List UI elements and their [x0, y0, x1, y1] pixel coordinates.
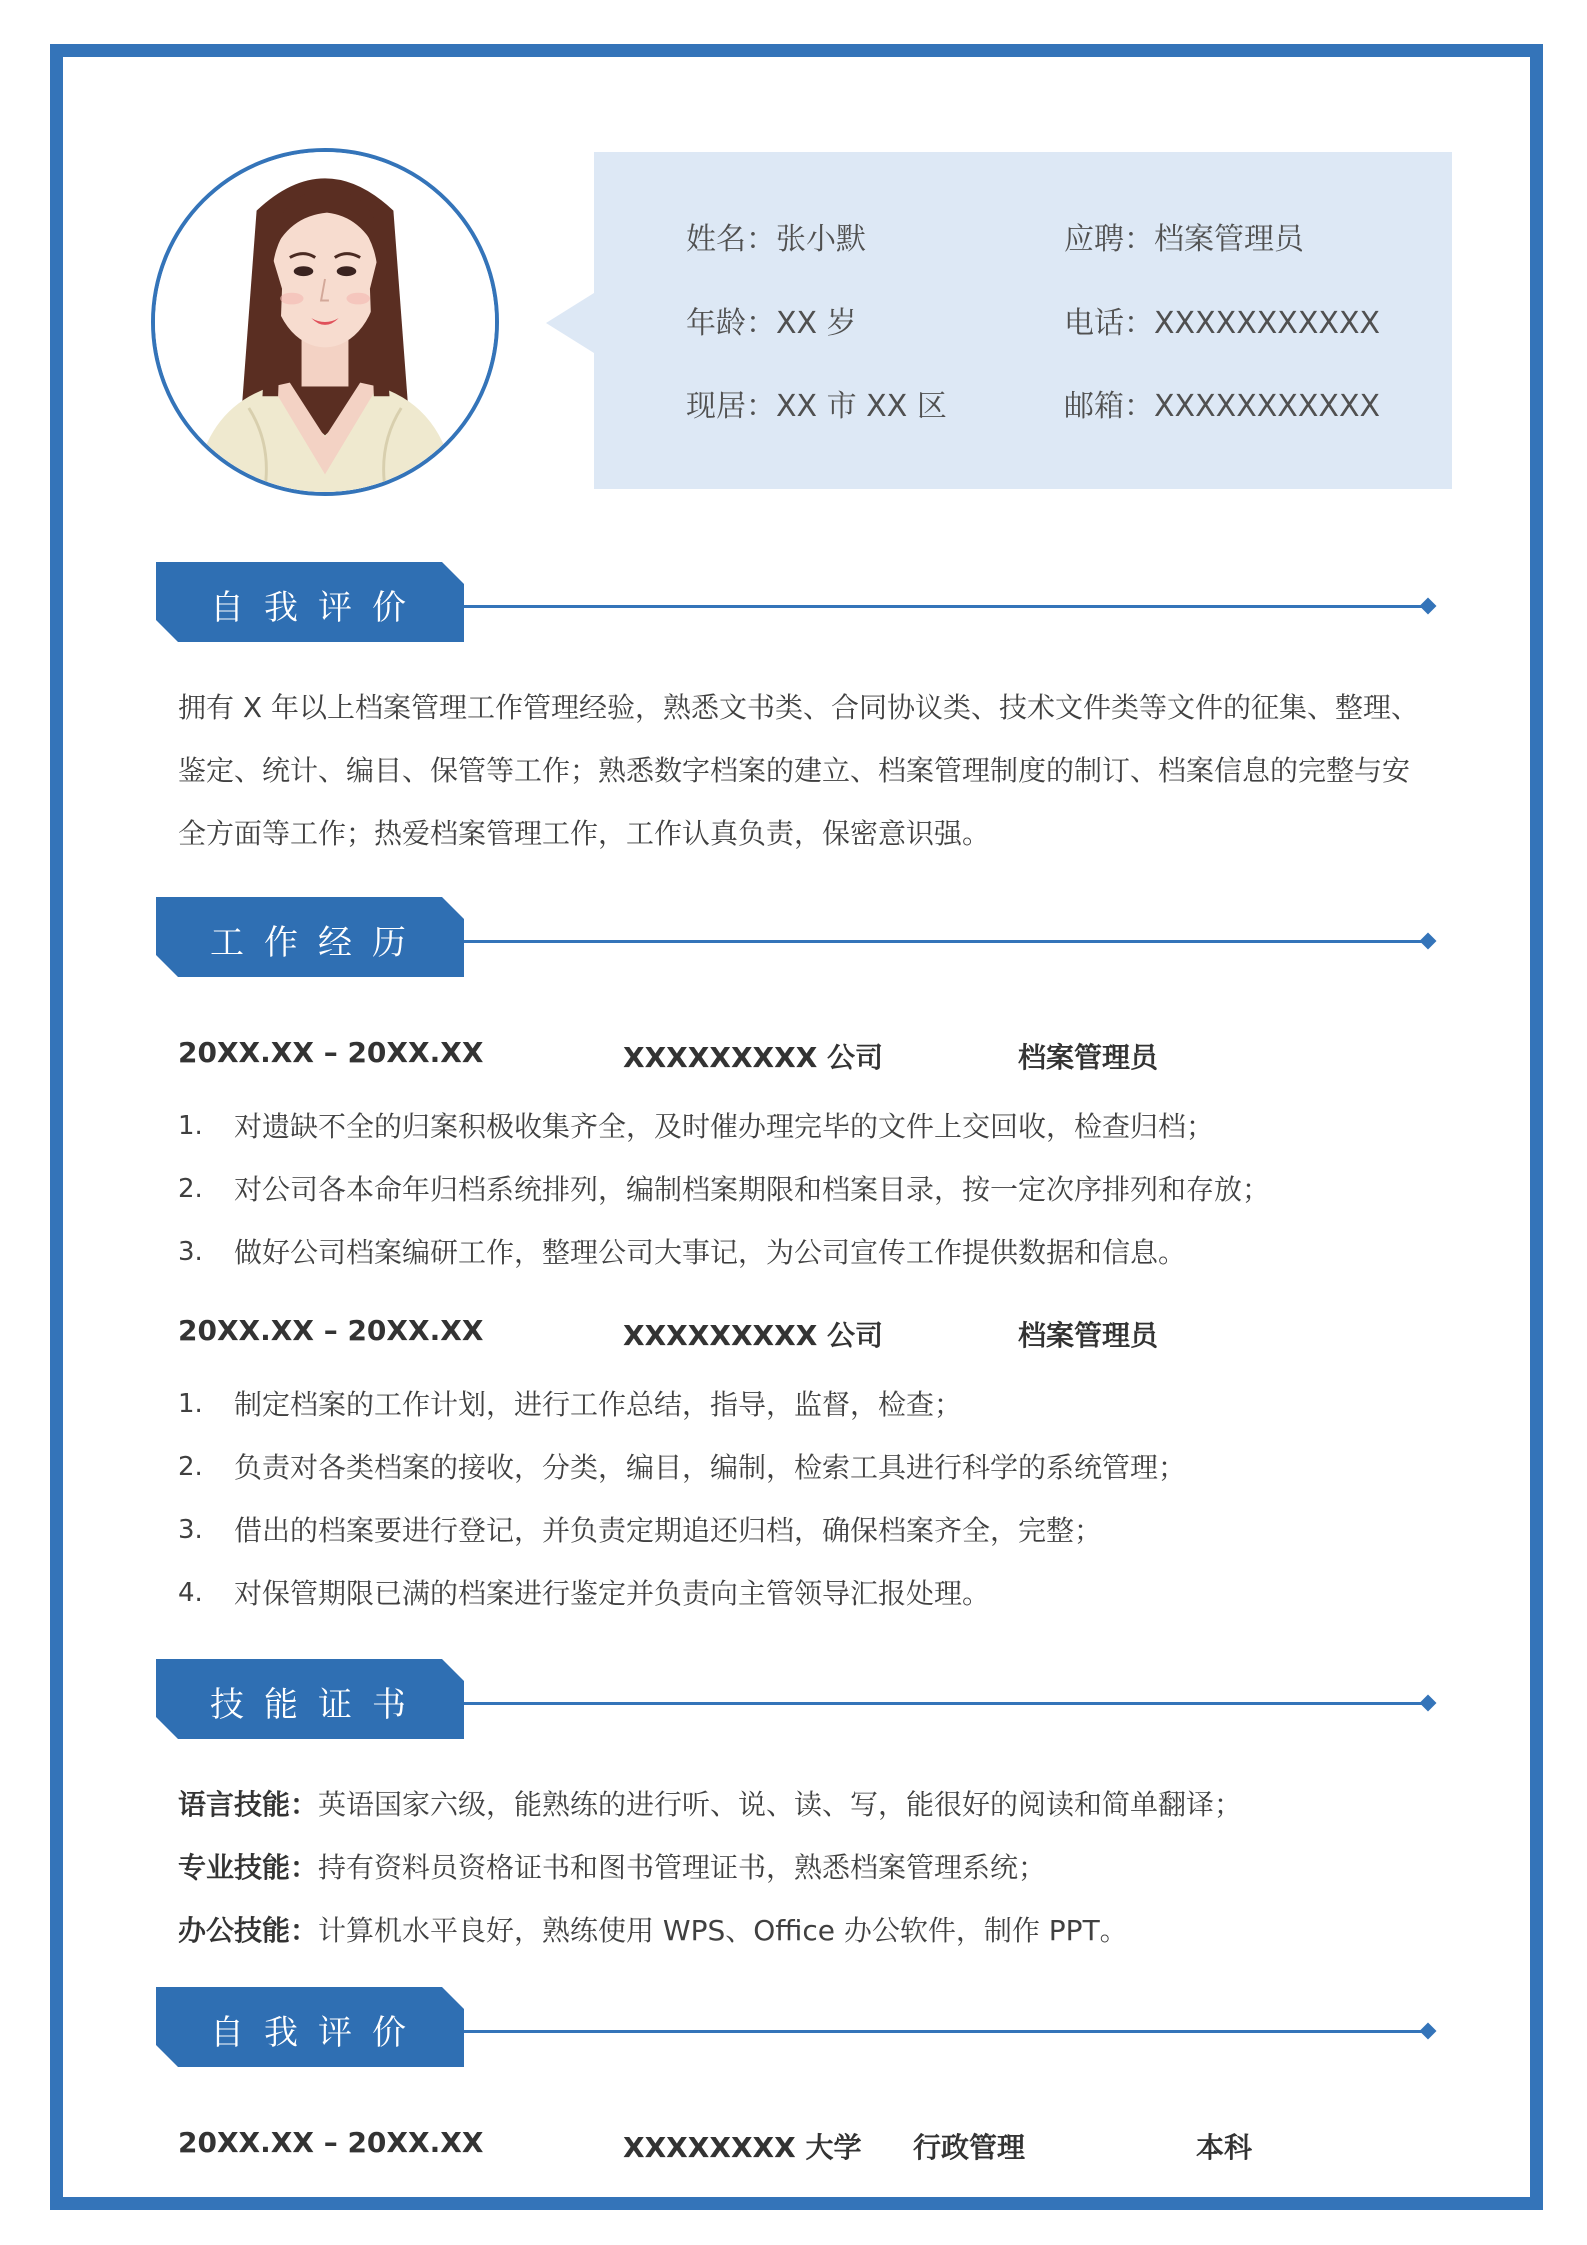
divider-diamond	[1420, 933, 1437, 950]
job-company: XXXXXXXXX 公司	[623, 1041, 884, 1074]
section-header-self-eval	[156, 562, 1436, 642]
job-period: 20XX.XX – 20XX.XX	[178, 1314, 484, 1347]
section-divider	[464, 605, 1430, 608]
item-number: 2.	[178, 1174, 203, 1204]
skill-label: 专业技能：	[178, 1851, 319, 1884]
list-item	[178, 1562, 1428, 1625]
skill-professional	[178, 1848, 1428, 1888]
skill-text: 持有资料员资格证书和图书管理证书，熟悉档案管理系统；	[318, 1851, 1047, 1884]
tab-corner	[442, 1987, 464, 2009]
item-number: 4.	[178, 1578, 203, 1608]
phone-field: 电话：XXXXXXXXXXX	[1064, 306, 1381, 341]
item-text: 制定档案的工作计划，进行工作总结，指导，监督，检查；	[234, 1388, 963, 1421]
skill-label: 语言技能：	[178, 1788, 319, 1821]
job-header	[178, 1036, 1428, 1076]
skill-text: 计算机水平良好，熟练使用 WPS、Office 办公软件，制作 PPT。	[318, 1914, 1128, 1947]
tab-corner	[442, 897, 464, 919]
job-duties-list	[178, 1373, 1428, 1625]
divider-diamond	[1420, 2023, 1437, 2040]
job-header	[178, 1314, 1428, 1354]
residence-field: 现居：XX 市 XX 区	[686, 389, 947, 424]
section-tab	[156, 897, 464, 977]
tab-corner	[156, 620, 178, 642]
section-tab	[156, 562, 464, 642]
skill-text: 英语国家六级，能熟练的进行听、说、读、写，能很好的阅读和简单翻译；	[318, 1788, 1243, 1821]
item-text: 对遗缺不全的归案积极收集齐全，及时催办理完毕的文件上交回收，检查归档；	[234, 1110, 1215, 1143]
item-text: 对公司各本命年归档系统排列，编制档案期限和档案目录，按一定次序排列和存放；	[234, 1173, 1271, 1206]
job-role: 档案管理员	[1018, 1319, 1159, 1352]
section-header-education	[156, 1987, 1436, 2067]
section-title: 自我评价	[210, 588, 426, 628]
list-item	[178, 1095, 1428, 1158]
item-number: 3.	[178, 1237, 203, 1267]
section-divider	[464, 1702, 1430, 1705]
list-item	[178, 1436, 1428, 1499]
section-title: 自我评价	[210, 2013, 426, 2053]
tab-corner	[156, 955, 178, 977]
portrait-illustration	[155, 152, 495, 492]
section-divider	[464, 2030, 1430, 2033]
edu-major: 行政管理	[913, 2131, 1026, 2164]
section-title: 技能证书	[210, 1685, 426, 1725]
tab-corner	[156, 1717, 178, 1739]
list-item	[178, 1499, 1428, 1562]
job-duties-list	[178, 1095, 1428, 1284]
edu-degree: 本科	[1196, 2131, 1253, 2164]
section-title: 工作经历	[210, 923, 426, 963]
divider-diamond	[1420, 598, 1437, 615]
tab-corner	[156, 2045, 178, 2067]
section-divider	[464, 940, 1430, 943]
job-period: 20XX.XX – 20XX.XX	[178, 1036, 484, 1069]
position-field: 应聘：档案管理员	[1064, 222, 1304, 257]
item-text: 负责对各类档案的接收，分类，编目，编制，检索工具进行科学的系统管理；	[234, 1451, 1187, 1484]
section-tab	[156, 1659, 464, 1739]
name-field: 姓名：张小默	[686, 222, 866, 257]
list-item	[178, 1373, 1428, 1436]
edu-school: XXXXXXXX 大学	[623, 2131, 862, 2164]
skill-office	[178, 1911, 1428, 1951]
item-number: 2.	[178, 1452, 203, 1482]
section-header-work	[156, 897, 1436, 977]
list-item	[178, 1221, 1428, 1284]
job-role: 档案管理员	[1018, 1041, 1159, 1074]
item-number: 3.	[178, 1515, 203, 1545]
item-text: 对保管期限已满的档案进行鉴定并负责向主管领导汇报处理。	[234, 1577, 991, 1610]
self-eval-text: 拥有 X 年以上档案管理工作管理经验，熟悉文书类、合同协议类、技术文件类等文件的征集、整理、鉴定、统计、编目、保管等工作；熟悉数字档案的建立、档案管理制度的制订、档案信息的完整与安全方面等工作；热爱档案管理工作，工作认真负责，保密意识强。	[178, 691, 1419, 850]
tab-corner	[442, 562, 464, 584]
section-header-skills	[156, 1659, 1436, 1739]
item-number: 1.	[178, 1111, 203, 1141]
email-field: 邮箱：XXXXXXXXXXX	[1064, 389, 1381, 424]
divider-diamond	[1420, 1695, 1437, 1712]
edu-period: 20XX.XX – 20XX.XX	[178, 2126, 484, 2159]
speech-pointer	[546, 293, 594, 353]
item-text: 做好公司档案编研工作，整理公司大事记，为公司宣传工作提供数据和信息。	[234, 1236, 1187, 1269]
section-tab	[156, 1987, 464, 2067]
tab-corner	[442, 1659, 464, 1681]
avatar	[151, 148, 499, 496]
item-text: 借出的档案要进行登记，并负责定期追还归档，确保档案齐全，完整；	[234, 1514, 1103, 1547]
age-field: 年龄：XX 岁	[686, 306, 857, 341]
skill-language	[178, 1785, 1428, 1825]
job-company: XXXXXXXXX 公司	[623, 1319, 884, 1352]
list-item	[178, 1158, 1428, 1221]
education-row	[178, 2126, 1428, 2166]
skill-label: 办公技能：	[178, 1914, 319, 1947]
item-number: 1.	[178, 1389, 203, 1419]
personal-info-panel	[594, 152, 1452, 489]
